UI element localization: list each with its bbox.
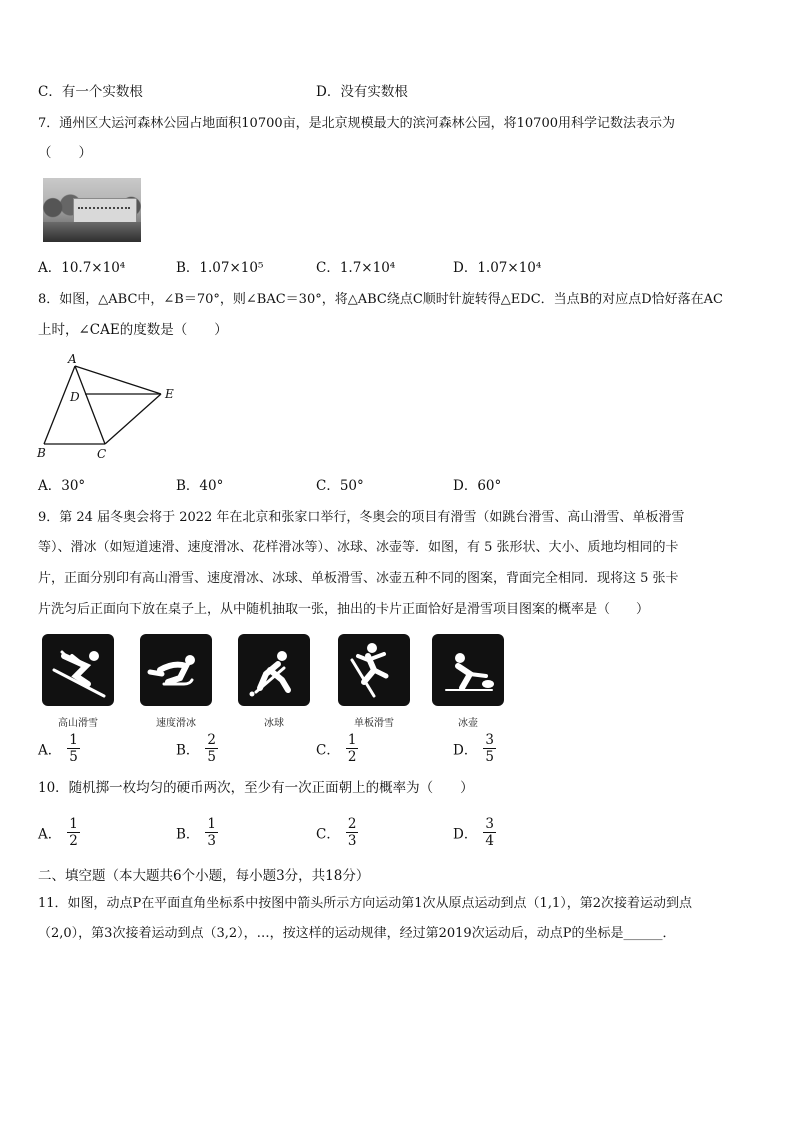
q10-option-a-fraction	[67, 816, 80, 849]
label-d: D	[70, 390, 80, 404]
q7-option-c: C．1.7×10⁴	[316, 260, 396, 276]
q10-option-a-label: A．	[38, 826, 62, 843]
q8-option-d: D．60°	[453, 478, 502, 494]
fraction-denominator: 5	[485, 749, 494, 765]
label-e: E	[165, 387, 174, 401]
q10-option-d-fraction	[483, 816, 496, 849]
label-b: B	[37, 446, 46, 460]
q7-option-d: D．1.07×10⁴	[453, 260, 542, 276]
q7-stem-line2: （ ）	[38, 145, 92, 161]
label-a: A	[68, 352, 77, 366]
q9-stem-line1: 9．第 24 届冬奥会将于 2022 年在北京和张家口举行，冬奥会的项目有滑雪（如跳台滑雪、高山滑雪、单板滑雪	[38, 510, 685, 525]
fraction-numerator: 1	[207, 816, 217, 832]
q7-option-b: B．1.07×10⁵	[176, 260, 264, 276]
q9-stem-line4: 片洗匀后正面向下放在桌子上，从中随机抽取一张，抽出的卡片正面恰好是滑雪项目图案的概率是（ ）	[38, 602, 650, 617]
q8-stem-line2: 上时，∠CAE的度数是（ ）	[38, 322, 228, 338]
q6-option-c: C．有一个实数根	[38, 84, 143, 100]
edge-ac	[75, 366, 105, 444]
q9-option-c-fraction	[346, 732, 359, 765]
q9-option-d	[453, 732, 496, 765]
q9-option-c	[316, 732, 358, 765]
q11-stem-line1: 11．如图，动点P在平面直角坐标系中按图中箭头所示方向运动第1次从原点运动到点（1,1），第2次接着运动到点	[38, 896, 693, 911]
q10-option-c-label: C．	[316, 826, 340, 843]
fraction-numerator: 3	[485, 732, 494, 748]
triangle-rotation-figure	[34, 350, 184, 462]
q10-option-c-fraction	[346, 816, 359, 849]
fraction-numerator: 1	[69, 816, 78, 832]
speed-skating-icon	[140, 634, 212, 706]
q10-stem: 10．随机掷一枚均匀的硬币两次，至少有一次正面朝上的概率为（ ）	[38, 780, 474, 796]
card-caption-4: 单板滑雪	[354, 718, 394, 729]
q10-option-b	[176, 816, 218, 849]
q8-option-b: B．40°	[176, 478, 224, 494]
ice-hockey-icon	[238, 634, 310, 706]
q10-option-a	[38, 816, 80, 849]
q10-option-d	[453, 816, 496, 849]
card-caption-2: 速度滑冰	[156, 718, 196, 729]
park-photo-ground	[43, 222, 141, 242]
edge-ec	[105, 394, 161, 444]
snowboard-icon	[338, 634, 410, 706]
q9-stem-line3: 片，正面分别印有高山滑雪、速度滑冰、冰球、单板滑雪、冰壶五种不同的图案，背面完全相同．现将这 5 张卡	[38, 571, 679, 586]
q9-option-a	[38, 732, 80, 765]
q9-option-a-fraction	[67, 732, 80, 765]
q9-option-d-fraction	[483, 732, 496, 765]
card-caption-5: 冰壶	[458, 718, 478, 729]
fraction-denominator: 2	[347, 749, 357, 765]
q9-option-b	[176, 732, 218, 765]
fraction-numerator: 1	[69, 732, 78, 748]
fraction-denominator: 3	[347, 833, 357, 849]
q9-option-b-label: B．	[176, 742, 200, 759]
q9-stem-line2: 等）、滑冰（如短道速滑、速度滑冰、花样滑冰等）、冰球、冰壶等．如图，有 5 张形状、大小、质地均相同的卡	[38, 540, 679, 555]
fraction-numerator: 2	[207, 732, 217, 748]
q8-option-a: A．30°	[38, 478, 86, 494]
card-caption-3: 冰球	[264, 718, 284, 729]
q8-option-c: C．50°	[316, 478, 364, 494]
park-photo	[43, 178, 141, 242]
q8-stem-line1: 8．如图，△ABC中，∠B＝70°，则∠BAC＝30°，将△ABC绕点C顺时针旋转得△EDC．当点B的对应点D恰好落在AC	[38, 292, 723, 307]
q10-option-c	[316, 816, 358, 849]
q6-option-d: D．没有实数根	[316, 84, 408, 100]
q10-option-d-label: D．	[453, 826, 478, 843]
q7-option-a: A．10.7×10⁴	[38, 260, 126, 276]
fraction-numerator: 2	[347, 816, 357, 832]
q9-option-b-fraction	[205, 732, 218, 765]
q9-option-a-label: A．	[38, 742, 62, 759]
label-c: C	[97, 447, 107, 461]
fraction-denominator: 2	[69, 833, 78, 849]
edge-ae	[75, 366, 161, 394]
card-caption-1: 高山滑雪	[58, 718, 98, 729]
fraction-numerator: 1	[347, 732, 357, 748]
q10-option-b-fraction	[205, 816, 218, 849]
q9-option-c-label: C．	[316, 742, 340, 759]
q10-option-b-label: B．	[176, 826, 200, 843]
q9-option-d-label: D．	[453, 742, 478, 759]
section-heading: 二、填空题（本大题共6个小题，每小题3分，共18分）	[38, 868, 370, 884]
fraction-denominator: 4	[485, 833, 494, 849]
alpine-skiing-icon	[42, 634, 114, 706]
fraction-denominator: 5	[69, 749, 78, 765]
fraction-numerator: 3	[485, 816, 494, 832]
q11-stem-line2: （2,0），第3次接着运动到点（3,2），…，按这样的运动规律，经过第2019次运动后，动点P的坐标是______．	[38, 926, 676, 941]
curling-icon	[432, 634, 504, 706]
fraction-denominator: 5	[207, 749, 217, 765]
fraction-denominator: 3	[207, 833, 217, 849]
q7-stem-line1: 7．通州区大运河森林公园占地面积10700亩，是北京规模最大的滨河森林公园，将10700用科学记数法表示为	[38, 116, 675, 131]
edge-ab	[44, 366, 75, 444]
